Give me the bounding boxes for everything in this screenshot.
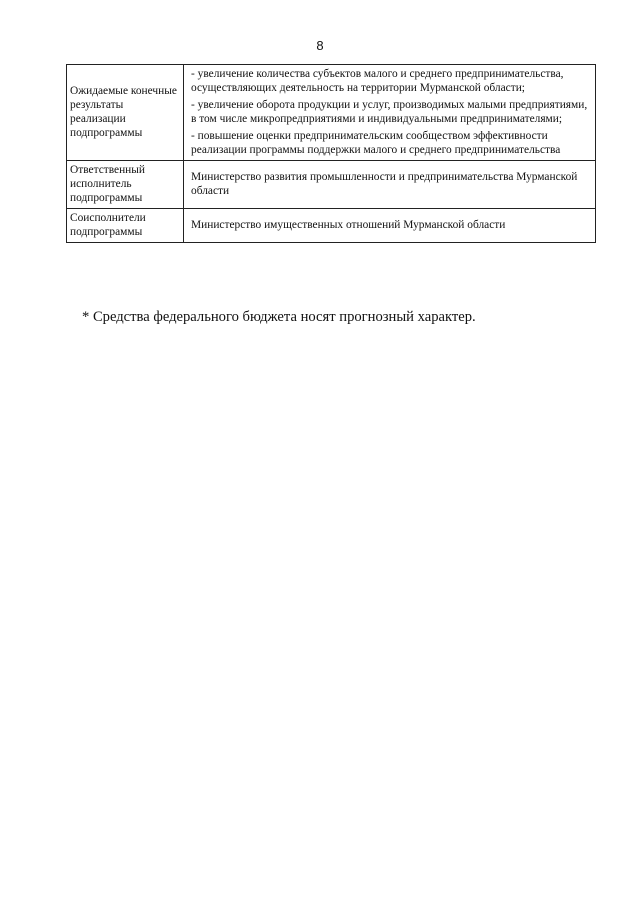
footnote: * Средства федерального бюджета носят прогнозный характер. (82, 309, 476, 325)
table-row-co-executors (67, 209, 596, 243)
row-label-responsible-executor: Ответственный исполнитель подпрограммы (67, 161, 184, 209)
result-item: - увеличение количества субъектов малого и среднего предпринимательства, осуществляющих деятельность на территории Мурманской области; (191, 68, 564, 94)
subprogram-passport-table (66, 64, 596, 243)
result-item: - повышение оценки предпринимательским сообществом эффективности реализации программы поддержки малого и среднего предпринимательства (191, 130, 561, 156)
row-value-co-executors: Министерство имущественных отношений Мурманской области (184, 209, 596, 243)
row-value-responsible-executor: Министерство развития промышленности и предпринимательства Мурманской области (184, 161, 596, 209)
row-label-expected-results: Ожидаемые конечные результаты реализации подпрограммы (67, 65, 184, 161)
table-row-responsible-executor (67, 161, 596, 209)
row-label-co-executors: Соисполнители подпрограммы (67, 209, 184, 243)
result-item: - увеличение оборота продукции и услуг, производимых малыми предприятиями, в том числе микропредприятиями и индивидуальными предпринимателями; (191, 99, 588, 125)
row-value-expected-results (184, 65, 596, 161)
table-row-expected-results (67, 65, 596, 161)
page-number: 8 (316, 38, 324, 53)
